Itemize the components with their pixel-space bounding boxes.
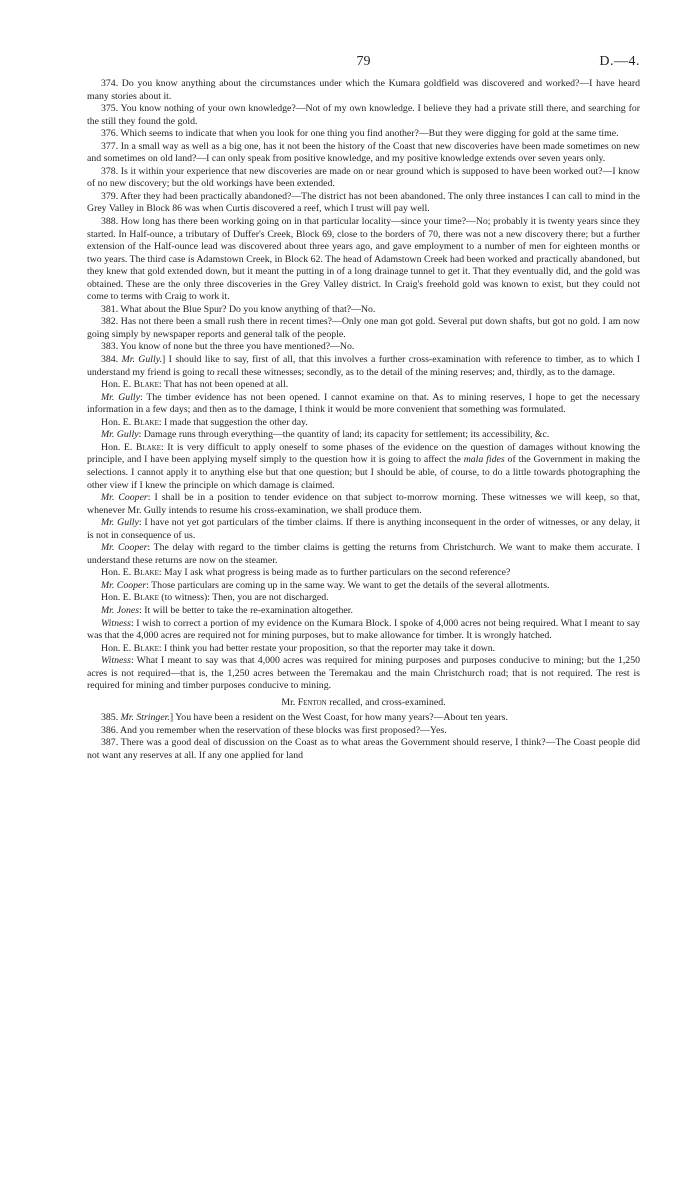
paragraph-t: : What I meant to say was that 4,000 acres was required for mining purposes and purposes conducive to mining; but the 1,250 acres is not required—that is, the 1,250 acres between the Teremakau and the main Christchurch road; that is not required. The rest is required for mining and timber purposes conducive to mining. [87, 655, 640, 692]
paragraph-sp: Mr. Jones [101, 604, 140, 616]
paragraph [87, 567, 640, 580]
body-text [87, 78, 640, 693]
document-reference: D.—4. [599, 54, 640, 69]
paragraph-t: 387. There was a good deal of discussion on the Coast as to what areas the Government should reserve, I think?—The Coast people did not want any reserves at all. If any one applied for land [87, 737, 640, 761]
paragraph-sp: Mr. Cooper [101, 542, 148, 554]
paragraph-sc: Blake [133, 379, 159, 391]
paragraph [87, 103, 640, 128]
paragraph-t: 376. Which seems to indicate that when you look for one thing you find another?—But they were digging for gold at the same time. [101, 128, 619, 140]
paragraph-sc: Blake [133, 567, 159, 579]
paragraph [87, 580, 640, 593]
paragraph-it: mala fides [463, 454, 505, 466]
paragraph-t: : I think you had better restate your proposition, so that the reporter may take it down. [158, 642, 496, 654]
paragraph-sp: Mr. Cooper [101, 579, 147, 591]
paragraph-sp: Mr. Gully [101, 391, 140, 403]
paragraph-pre: Hon. E. [101, 592, 134, 604]
paragraph-sp: Mr. Gully [101, 429, 139, 441]
paragraph-sc: Blake [133, 642, 159, 654]
paragraph [87, 592, 640, 605]
paragraph [87, 128, 640, 141]
page-number: 79 [356, 54, 371, 69]
paragraph-sp: Witness [101, 617, 131, 629]
paragraph [87, 643, 640, 656]
section-heading [87, 697, 640, 710]
paragraph-t: 375. You know nothing of your own knowledge?—Not of my own knowledge. I believe they had a private still there, and searching for the still they found the gold. [87, 103, 640, 127]
paragraph [87, 618, 640, 643]
paragraph [87, 191, 640, 216]
paragraph-t: 374. Do you know anything about the circumstances under which the Kumara goldfield was discovered and worked?—I have heard many stories about it. [87, 78, 640, 102]
paragraph-sp: Mr. Stringer. [120, 712, 170, 724]
paragraph-sp: Mr. Gully. [121, 354, 162, 366]
paragraph-pre: Hon. E. [101, 416, 134, 428]
paragraph [87, 341, 640, 354]
heading-prefix: Mr. [281, 696, 298, 708]
paragraph-t: : It is very difficult to apply oneself to some phases of the evidence on the question of damages without knowing the principle, and I have been applying myself simply to the question how it is going to affect the [87, 441, 641, 466]
paragraph-pre: Hon. E. [101, 567, 134, 579]
paragraph-sc: Blake [133, 416, 159, 428]
paragraph-t: ] You have been a resident on the West Coast, for how many years?—About ten years. [169, 712, 508, 724]
paragraph-sp: Mr. Cooper [101, 492, 148, 504]
paragraph-pre: Hon. E. [101, 642, 134, 654]
paragraph [87, 354, 640, 379]
paragraph [87, 141, 640, 166]
paragraph-sc: Blake [135, 441, 162, 453]
body-text-continued [87, 712, 640, 762]
paragraph-pre: 385. [101, 712, 121, 724]
paragraph [87, 304, 640, 317]
paragraph [87, 655, 640, 693]
paragraph [87, 316, 640, 341]
paragraph [87, 78, 640, 103]
paragraph [87, 442, 640, 492]
paragraph [87, 429, 640, 442]
paragraph [87, 605, 640, 618]
paragraph [87, 737, 640, 762]
paragraph-t: : May I ask what progress is being made as to further particulars on the second reference? [158, 567, 511, 579]
paragraph-t: ] I should like to say, first of all, that this involves a further cross-examination with reference to timber, as to which I understand my friend is going to recall these witnesses; secondly, as to the detail of the mining reserves; and, thirdly, as to the damage. [87, 354, 640, 378]
paragraph [87, 725, 640, 738]
paragraph-sp: Witness [101, 655, 131, 667]
paragraph [87, 417, 640, 430]
heading-suffix: recalled, and cross-examined. [326, 696, 446, 708]
paragraph-t: 382. Has not there been a small rush there in recent times?—Only one man got gold. Several put down shafts, but got no gold. I am now going simply by newspaper reports and general talk of the people. [87, 316, 640, 340]
heading-name: Fenton [297, 696, 327, 708]
paragraph [87, 216, 640, 304]
paragraph-t: 388. How long has there been working going on in that particular locality—since your time?—No; probably it is twenty years since they started. In Half-ounce, a tributary of Duffer's Creek, Block 69, close to the borders of 70, there was not a new discovery there; but a further extension of the Half-ounce lead was discovered about three years ago, and gave employment to a number of men for eighteen months or two years. The third case is Adamstown Creek, in Block 62. The head of Adamstown Creek had been worked and practically abandoned, but they knew that gold extended down, but it meant the putting in of a long drainage tunnel to get it. That they eventually did, and the gold was obtained. These are the only three discoveries in the Grey Valley district. In Craig's freehold gold was known to exist, but they could not come to terms with Craig to work it. [87, 216, 640, 303]
paragraph [87, 542, 640, 567]
paragraph [87, 379, 640, 392]
paragraph-sc: Blake [133, 592, 159, 604]
paragraph-t2: of the Government in making the selections. I cannot apply it to anything else but that one question; but I should be able, of course, to do a little towards photographing the other view if I knew the principle on which damage is claimed. [87, 454, 641, 491]
paragraph-t: (to witness): Then, you are not discharged. [158, 592, 329, 604]
paragraph-sp: Mr. Gully [101, 517, 139, 529]
paragraph [87, 492, 640, 517]
paragraph-t: 386. And you remember when the reservation of these blocks was first proposed?—Yes. [101, 724, 447, 736]
paragraph-t: : That has not been opened at all. [158, 379, 289, 391]
paragraph-t: 377. In a small way as well as a big one, has it not been the history of the Coast that new discoveries have been made sometimes on new and sometimes on old land?—I can only speak from positive knowledge, and my positive knowledge extends over seven years only. [87, 140, 640, 165]
paragraph-pre: 384. [101, 354, 122, 366]
paragraph-t: : I shall be in a position to tender evidence on that subject to-morrow morning. These witnesses we will keep, so that, whenever Mr. Gully intends to resume his cross-examination, we shall produce them. [87, 492, 640, 516]
paragraph-t: : The timber evidence has not been opened. I cannot examine on that. As to mining reserves, I hope to get the necessary information in a few days; and then as to the damage, I think it would be more convenient that something was formulated. [87, 391, 640, 416]
paragraph [87, 392, 640, 417]
paragraph-t: 381. What about the Blue Spur? Do you know anything of that?—No. [101, 303, 376, 315]
paragraph-t: 383. You know of none but the three you have mentioned?—No. [101, 341, 355, 353]
paragraph-t: : I have not yet got particulars of the timber claims. If there is anything inconsequent in the order of witnesses, or any delay, it is not in consequence of us. [87, 517, 640, 541]
paragraph-t: : The delay with regard to the timber claims is getting the returns from Christchurch. We want to make them accurate. I understand these returns are now on the steamer. [87, 542, 640, 566]
paragraph-pre: Hon. E. [101, 441, 136, 453]
paragraph-t: : Damage runs through everything—the quantity of land; its capacity for settlement; its accessibility, &c. [138, 429, 550, 441]
paragraph-t: 379. After they had been practically abandoned?—The district has not been abandoned. The only three instances I can call to mind in the Grey Valley in Block 86 was when Curtis discovered a reef, which I trust will pay well. [87, 190, 640, 215]
paragraph [87, 517, 640, 542]
paragraph-pre: Hon. E. [101, 379, 134, 391]
paragraph [87, 166, 640, 191]
paragraph-t: : Those particulars are coming up in the same way. We want to get the details of the several allotments. [146, 579, 550, 591]
paragraph-t: : I made that suggestion the other day. [158, 416, 308, 428]
page-header [87, 56, 640, 78]
paragraph [87, 712, 640, 725]
paragraph-t: : It will be better to take the re-examination altogether. [139, 604, 353, 616]
paragraph-t: 378. Is it within your experience that new discoveries are made on or near ground which is supposed to have been worked out?—I know of no new discovery; but the old workings have been extended. [87, 165, 640, 190]
paragraph-t: : I wish to correct a portion of my evidence on the Kumara Block. I spoke of 4,000 acres not being required. What I meant to say was that the 4,000 acres are required not for mining purposes, but to make allowance for timber. It is wrongly hatched. [87, 617, 640, 642]
